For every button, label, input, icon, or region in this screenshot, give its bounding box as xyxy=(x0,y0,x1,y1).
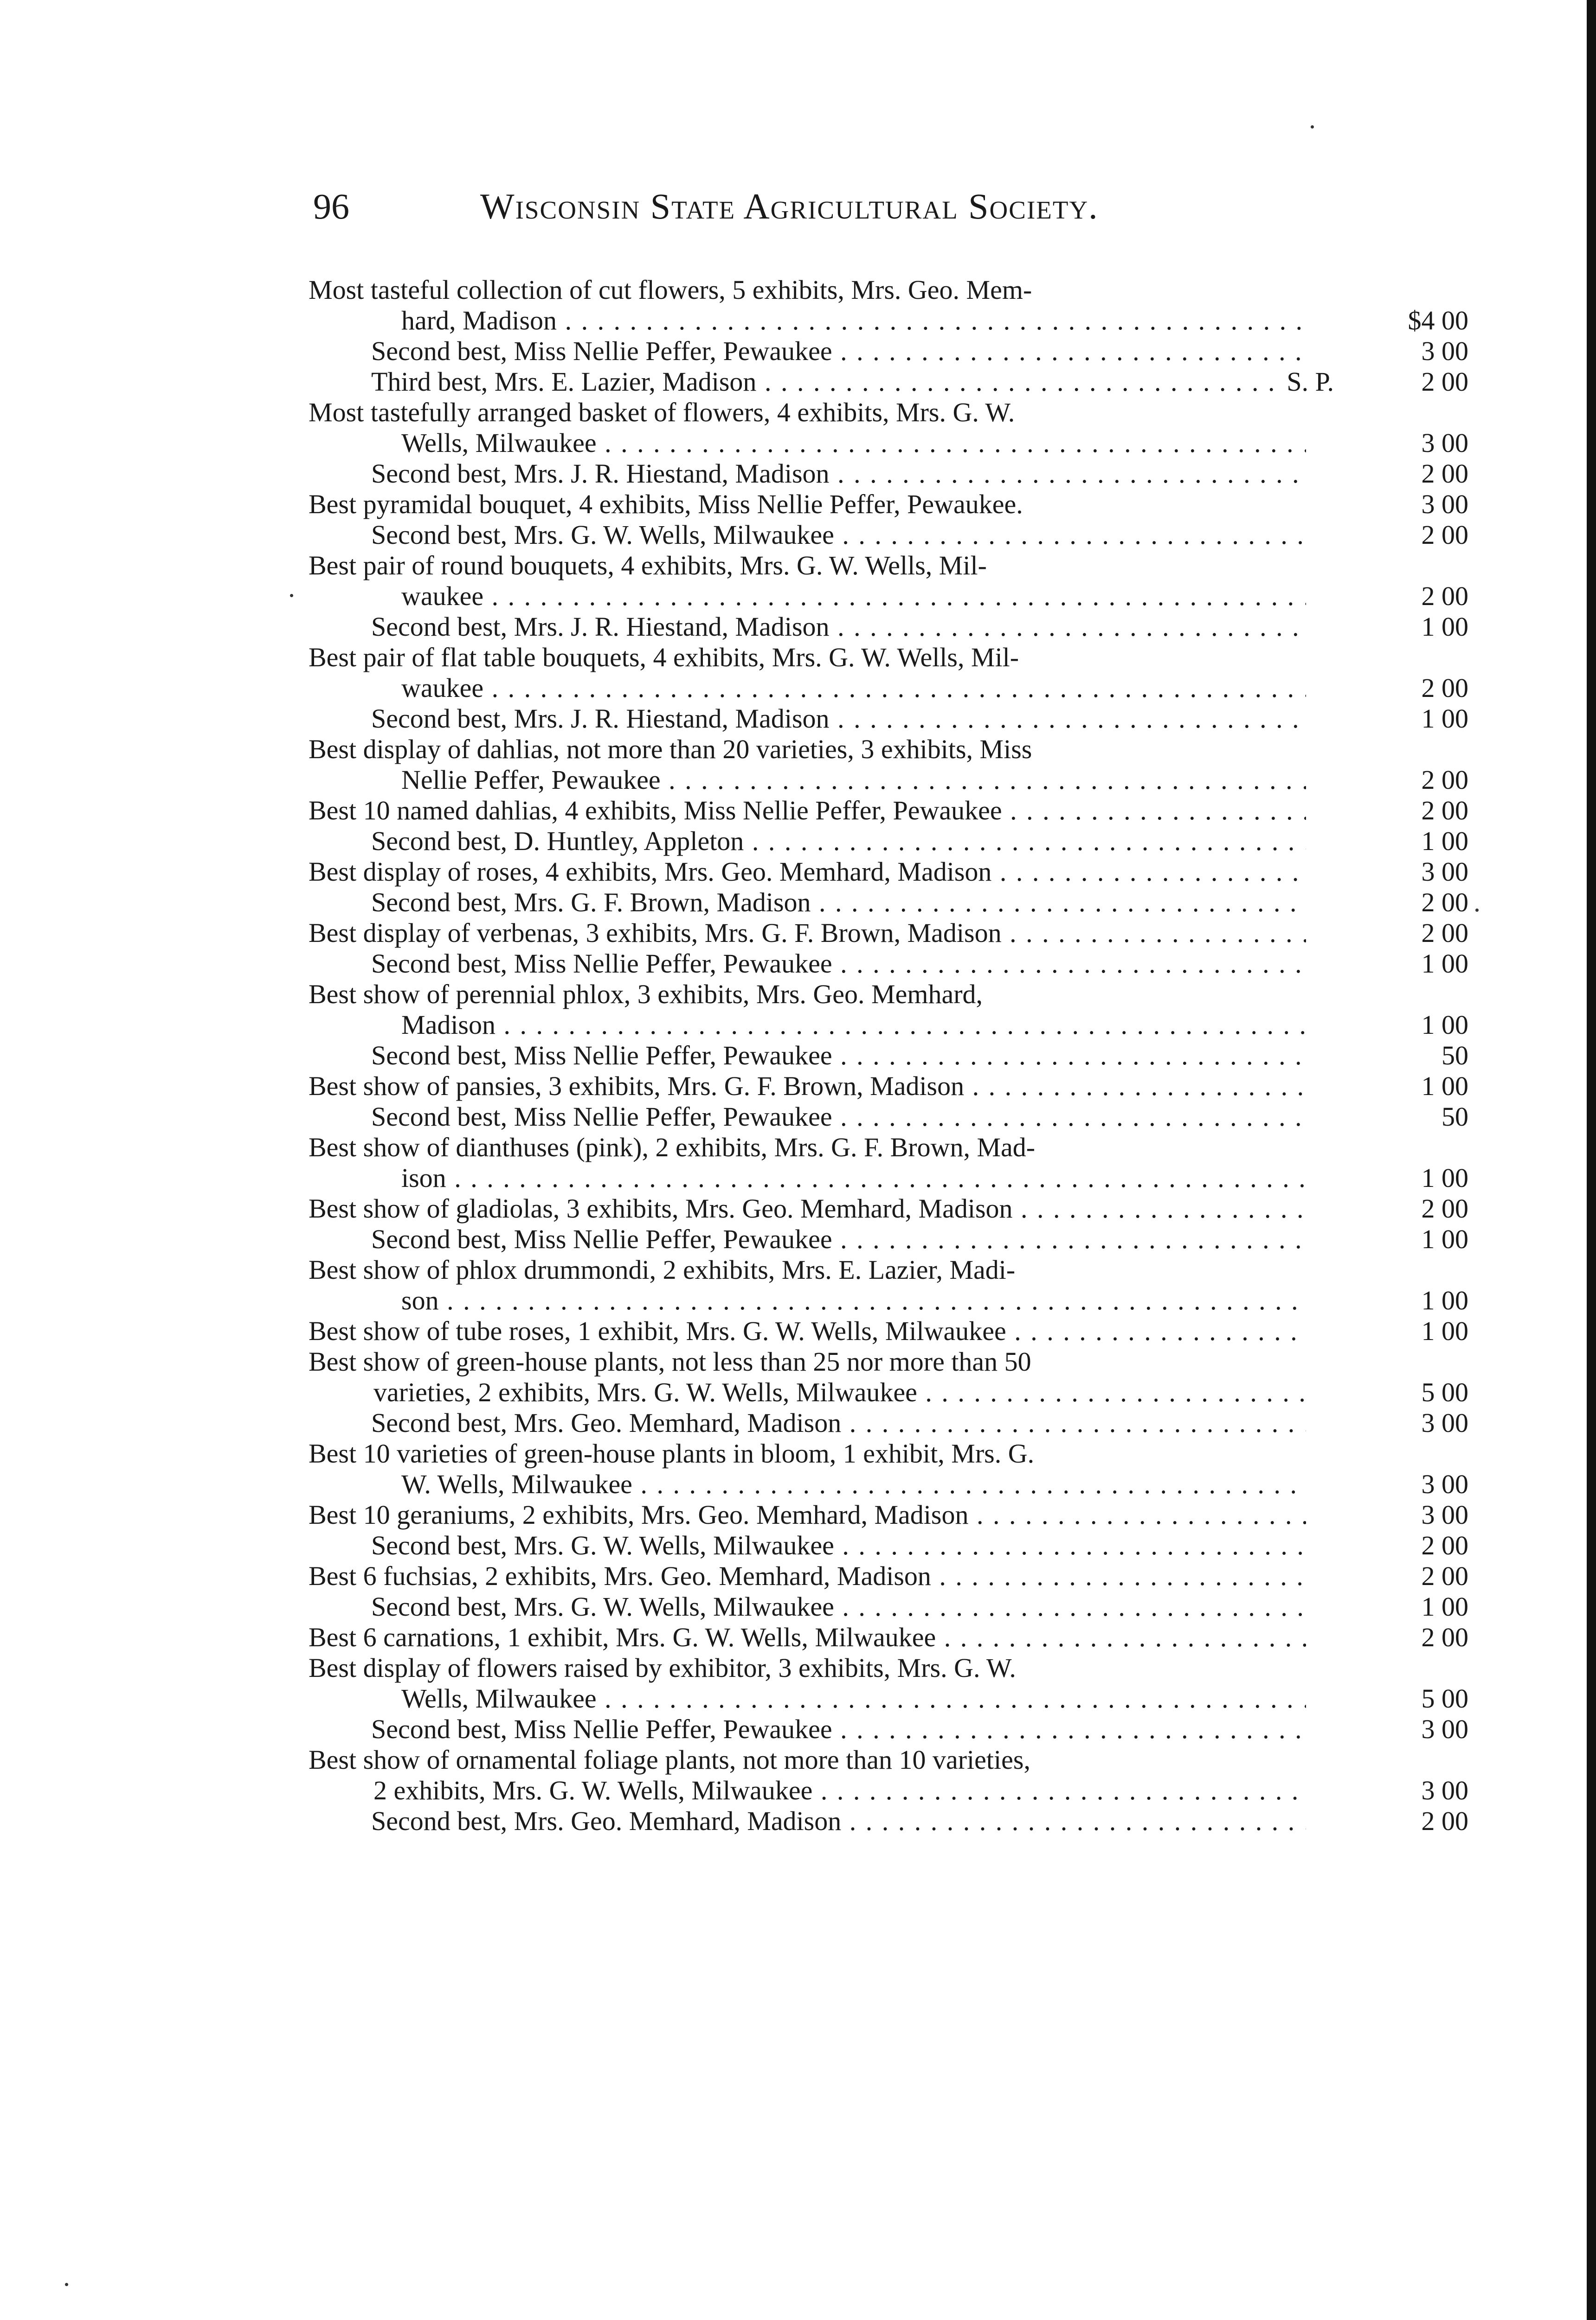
premium-entry xyxy=(309,642,1468,703)
entry-line xyxy=(309,1316,1468,1347)
entry-amount: 3 00 xyxy=(1421,1408,1468,1438)
entry-line xyxy=(309,1530,1468,1561)
entry-line xyxy=(309,673,1468,703)
entry-description: Second best, Mrs. J. R. Hiestand, Madison . . . xyxy=(309,458,1306,489)
entry-description: Second best, Miss Nellie Peffer, Pewaukee . . . xyxy=(309,1102,1306,1132)
entry-description: Second best, D. Huntley, Appleton . . . xyxy=(309,826,1306,857)
premium-entry xyxy=(309,550,1468,612)
premium-entry xyxy=(309,1806,1468,1837)
entry-line xyxy=(309,1010,1468,1040)
entry-amount: 2 00 xyxy=(1421,1561,1468,1591)
entry-amount: 1 00 xyxy=(1421,1010,1468,1040)
premium-entry xyxy=(309,703,1468,734)
entry-description: Best show of perennial phlox, 3 exhibits, Mrs. Geo. Memhard, xyxy=(309,979,983,1009)
entry-line xyxy=(309,887,1468,918)
entry-line xyxy=(309,642,1468,673)
premium-entry xyxy=(309,1653,1468,1714)
entry-amount: 50 xyxy=(1442,1102,1468,1132)
entry-line xyxy=(309,397,1468,428)
entry-line xyxy=(309,550,1468,581)
entry-amount: 3 00 xyxy=(1421,1469,1468,1499)
premium-entry xyxy=(309,1745,1468,1806)
entry-amount: 2 00 xyxy=(1421,673,1468,703)
entry-line xyxy=(309,1071,1468,1102)
entry-description-continued: W. Wells, Milwaukee . . . xyxy=(309,1469,1306,1500)
entry-description: Best show of tube roses, 1 exhibit, Mrs. G. W. Wells, Milwaukee . . . xyxy=(309,1316,1306,1347)
entry-amount: 1 00 xyxy=(1421,1592,1468,1622)
entry-description-continued: Wells, Milwaukee . . . xyxy=(309,1683,1306,1714)
entry-amount: 2 00 xyxy=(1421,458,1468,489)
entry-line xyxy=(309,1622,1468,1653)
entry-line xyxy=(309,948,1468,979)
premium-entry xyxy=(309,918,1468,948)
premium-entry xyxy=(309,1530,1468,1561)
entry-description-continued: 2 exhibits, Mrs. G. W. Wells, Milwaukee . . . xyxy=(309,1775,1306,1806)
entry-line xyxy=(309,1653,1468,1683)
entry-line xyxy=(309,1469,1468,1500)
entry-amount: 2 00 xyxy=(1421,1622,1468,1652)
premium-entry xyxy=(309,1224,1468,1255)
premium-entry xyxy=(309,887,1468,918)
premium-entry xyxy=(309,1622,1468,1653)
premium-entry xyxy=(309,1316,1468,1347)
entry-amount: 1 00 xyxy=(1421,1071,1468,1101)
entry-description: Best display of roses, 4 exhibits, Mrs. Geo. Memhard, Madison . . . xyxy=(309,857,1306,887)
entry-description: Best display of dahlias, not more than 20 varieties, 3 exhibits, Miss xyxy=(309,734,1032,764)
entry-description-continued: Madison . . . xyxy=(309,1010,1306,1040)
entry-description: Best 6 carnations, 1 exhibit, Mrs. G. W. Wells, Milwaukee . . . xyxy=(309,1622,1306,1653)
entry-line xyxy=(309,1132,1468,1163)
page-header xyxy=(313,181,1297,232)
premium-entry xyxy=(309,336,1468,367)
premium-entry xyxy=(309,734,1468,795)
entry-amount: 2 00 xyxy=(1421,367,1468,397)
entry-line xyxy=(309,520,1468,550)
premium-entry xyxy=(309,612,1468,642)
entry-line xyxy=(309,1714,1468,1745)
premium-entry xyxy=(309,520,1468,550)
entry-line xyxy=(309,1102,1468,1132)
entry-amount: 2 00 xyxy=(1421,1530,1468,1560)
entry-amount: 1 00 xyxy=(1421,826,1468,856)
entry-amount: $4 00 xyxy=(1408,305,1468,335)
entry-description: Best pair of round bouquets, 4 exhibits, Mrs. G. W. Wells, Mil- xyxy=(309,550,987,580)
premium-entry xyxy=(309,489,1468,520)
entry-line xyxy=(309,1285,1468,1316)
entry-description: Second best, Mrs. Geo. Memhard, Madison . . . xyxy=(309,1408,1306,1438)
entry-amount: 1 00 xyxy=(1421,612,1468,642)
entry-description: Second best, Mrs. Geo. Memhard, Madison . . . xyxy=(309,1806,1306,1837)
entry-amount: 2 00 xyxy=(1421,918,1468,948)
entry-line xyxy=(309,1438,1468,1469)
entry-line xyxy=(309,857,1468,887)
entry-line xyxy=(309,489,1468,520)
entry-description: Second best, Mrs. G. W. Wells, Milwaukee . . . xyxy=(309,1592,1306,1622)
scan-speck xyxy=(1475,909,1479,912)
entry-amount: 3 00 xyxy=(1421,428,1468,458)
entry-amount: 1 00 xyxy=(1421,948,1468,979)
premium-entry xyxy=(309,367,1468,397)
entry-amount: 2 00 xyxy=(1421,1806,1468,1836)
entry-line xyxy=(309,367,1468,397)
entry-description-continued: Nellie Peffer, Pewaukee . . . xyxy=(309,765,1306,795)
entry-line xyxy=(309,581,1468,612)
scan-speck xyxy=(65,2283,68,2286)
entry-line xyxy=(309,1408,1468,1438)
entry-description: Best pair of flat table bouquets, 4 exhibits, Mrs. G. W. Wells, Mil- xyxy=(309,642,1019,672)
premium-entry xyxy=(309,1132,1468,1193)
entry-description: Best show of pansies, 3 exhibits, Mrs. G. F. Brown, Madison . . . xyxy=(309,1071,1306,1102)
premium-entry xyxy=(309,1714,1468,1745)
entry-line xyxy=(309,1040,1468,1071)
entry-amount: 3 00 xyxy=(1421,336,1468,366)
entry-description: Best display of verbenas, 3 exhibits, Mrs. G. F. Brown, Madison . . . xyxy=(309,918,1306,948)
entry-description: Second best, Miss Nellie Peffer, Pewaukee . . . xyxy=(309,1714,1306,1745)
entry-description-continued: hard, Madison . . . xyxy=(309,305,1306,336)
entry-description: Second best, Mrs. J. R. Hiestand, Madison . . . xyxy=(309,612,1306,642)
entry-amount: 50 xyxy=(1442,1040,1468,1070)
entry-amount: 2 00 xyxy=(1421,1193,1468,1224)
entry-description-continued: waukee . . . xyxy=(309,673,1306,703)
entry-description: Best show of dianthuses (pink), 2 exhibits, Mrs. G. F. Brown, Mad- xyxy=(309,1132,1036,1162)
entry-line xyxy=(309,1592,1468,1622)
entry-amount: 3 00 xyxy=(1421,1714,1468,1744)
entry-line xyxy=(309,275,1468,305)
entry-amount: 3 00 xyxy=(1421,1775,1468,1805)
entry-amount: 3 00 xyxy=(1421,489,1468,519)
entry-description: Best 10 varieties of green-house plants in bloom, 1 exhibit, Mrs. G. xyxy=(309,1438,1035,1469)
entry-suffix: S. P. xyxy=(1283,367,1334,397)
entry-line xyxy=(309,765,1468,795)
entry-amount: 2 00 xyxy=(1421,795,1468,825)
entry-amount: 2 00 xyxy=(1421,581,1468,611)
entry-description: Best show of ornamental foliage plants, not more than 10 varieties, xyxy=(309,1745,1030,1775)
entry-description: Second best, Miss Nellie Peffer, Pewaukee . . . xyxy=(309,1040,1306,1071)
entry-line xyxy=(309,458,1468,489)
entry-line xyxy=(309,795,1468,826)
entry-line xyxy=(309,1561,1468,1592)
premium-entry xyxy=(309,1255,1468,1316)
entry-description: Best show of green-house plants, not less than 25 nor more than 50 xyxy=(309,1347,1031,1377)
entry-description: Best 10 geraniums, 2 exhibits, Mrs. Geo. Memhard, Madison . . . xyxy=(309,1500,1306,1530)
entry-amount: 1 00 xyxy=(1421,1316,1468,1346)
premium-entry xyxy=(309,458,1468,489)
entry-amount: 5 00 xyxy=(1421,1377,1468,1407)
entry-line xyxy=(309,703,1468,734)
premium-entry xyxy=(309,826,1468,857)
entry-description: Second best, Mrs. G. W. Wells, Milwaukee . . . xyxy=(309,1530,1306,1561)
premium-entry xyxy=(309,857,1468,887)
scan-speck xyxy=(290,594,293,597)
entry-line xyxy=(309,1745,1468,1775)
entry-line xyxy=(309,1163,1468,1193)
scan-frame-right-edge xyxy=(1587,0,1596,2320)
premium-entry xyxy=(309,1438,1468,1500)
entry-line xyxy=(309,1255,1468,1285)
entry-line xyxy=(309,1775,1468,1806)
premium-list xyxy=(309,275,1468,1837)
entry-amount: 3 00 xyxy=(1421,1500,1468,1530)
entry-line xyxy=(309,1224,1468,1255)
entry-amount: 1 00 xyxy=(1421,1163,1468,1193)
premium-entry xyxy=(309,1500,1468,1530)
entry-description-continued: ison . . . xyxy=(309,1163,1306,1193)
entry-line xyxy=(309,1193,1468,1224)
premium-entry xyxy=(309,397,1468,458)
entry-amount: 2 00 xyxy=(1421,887,1468,917)
entry-line xyxy=(309,1683,1468,1714)
entry-amount: 1 00 xyxy=(1421,703,1468,734)
entry-line xyxy=(309,305,1468,336)
entry-amount: 2 00 xyxy=(1421,520,1468,550)
entry-description: Best pyramidal bouquet, 4 exhibits, Miss Nellie Peffer, Pewaukee. xyxy=(309,489,1023,519)
page-number: 96 xyxy=(313,186,349,226)
entry-amount: 5 00 xyxy=(1421,1683,1468,1714)
entry-description: Best show of gladiolas, 3 exhibits, Mrs. Geo. Memhard, Madison . . . xyxy=(309,1193,1306,1224)
entry-description-continued: son . . . xyxy=(309,1285,1306,1316)
entry-description: Best display of flowers raised by exhibitor, 3 exhibits, Mrs. G. W. xyxy=(309,1653,1016,1683)
premium-entry xyxy=(309,948,1468,979)
entry-description: Second best, Mrs. J. R. Hiestand, Madison . . . xyxy=(309,703,1306,734)
entry-description: Most tastefully arranged basket of flowers, 4 exhibits, Mrs. G. W. xyxy=(309,397,1015,427)
entry-description: Second best, Miss Nellie Peffer, Pewaukee . . . xyxy=(309,948,1306,979)
premium-entry xyxy=(309,1102,1468,1132)
premium-entry xyxy=(309,1561,1468,1592)
premium-entry xyxy=(309,1193,1468,1224)
entry-line xyxy=(309,336,1468,367)
entry-description: Best 6 fuchsias, 2 exhibits, Mrs. Geo. Memhard, Madison . . . xyxy=(309,1561,1306,1592)
entry-description: Second best, Miss Nellie Peffer, Pewaukee . . . xyxy=(309,1224,1306,1255)
premium-entry xyxy=(309,1408,1468,1438)
entry-description: Third best, Mrs. E. Lazier, Madison . . . xyxy=(309,367,1306,397)
entry-line xyxy=(309,1347,1468,1377)
entry-line xyxy=(309,1806,1468,1837)
entry-description-continued: waukee . . . xyxy=(309,581,1306,612)
entry-amount: 1 00 xyxy=(1421,1224,1468,1254)
entry-line xyxy=(309,979,1468,1010)
entry-line xyxy=(309,1500,1468,1530)
entry-description: Second best, Miss Nellie Peffer, Pewaukee . . . xyxy=(309,336,1306,367)
entry-amount: 2 00 xyxy=(1421,765,1468,795)
entry-description: Best 10 named dahlias, 4 exhibits, Miss Nellie Peffer, Pewaukee . . . xyxy=(309,795,1306,826)
entry-description: Second best, Mrs. G. F. Brown, Madison . . . xyxy=(309,887,1306,918)
premium-entry xyxy=(309,1347,1468,1408)
entry-description: Best show of phlox drummondi, 2 exhibits, Mrs. E. Lazier, Madi- xyxy=(309,1255,1016,1285)
premium-entry xyxy=(309,795,1468,826)
scan-speck xyxy=(1311,125,1314,129)
entry-description-continued: varieties, 2 exhibits, Mrs. G. W. Wells, Milwaukee . . . xyxy=(309,1377,1306,1408)
entry-amount: 1 00 xyxy=(1421,1285,1468,1315)
running-head: Wisconsin State Agricultural Society. xyxy=(480,186,1099,226)
entry-description-continued: Wells, Milwaukee . . . xyxy=(309,428,1306,458)
entry-line xyxy=(309,826,1468,857)
entry-line xyxy=(309,918,1468,948)
premium-entry xyxy=(309,275,1468,336)
premium-entry xyxy=(309,1071,1468,1102)
entry-line xyxy=(309,612,1468,642)
entry-line xyxy=(309,1377,1468,1408)
premium-entry xyxy=(309,1592,1468,1622)
entry-line xyxy=(309,428,1468,458)
entry-amount: 3 00 xyxy=(1421,857,1468,887)
entry-description: Most tasteful collection of cut flowers, 5 exhibits, Mrs. Geo. Mem- xyxy=(309,275,1032,305)
entry-line xyxy=(309,734,1468,765)
premium-entry xyxy=(309,1040,1468,1071)
entry-description: Second best, Mrs. G. W. Wells, Milwaukee . . . xyxy=(309,520,1306,550)
premium-entry xyxy=(309,979,1468,1040)
